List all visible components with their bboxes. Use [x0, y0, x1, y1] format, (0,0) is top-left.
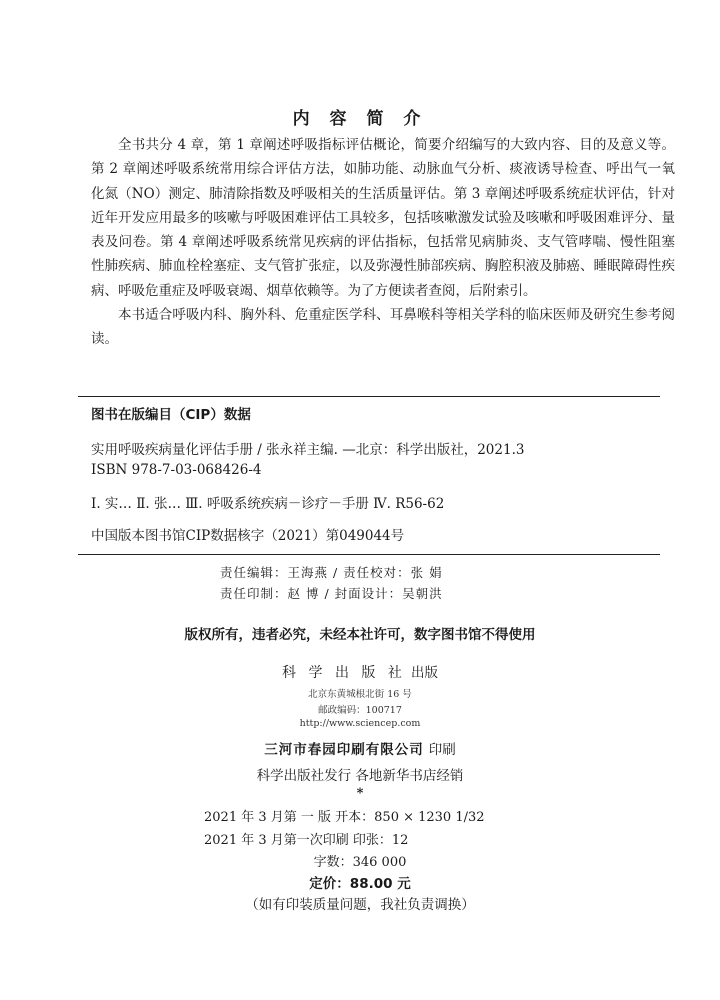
divider-bottom	[78, 554, 660, 555]
publisher-postcode: 邮政编码：100717	[318, 705, 402, 716]
copyright-notice: 版权所有，违者必究，未经本社许可，数字图书馆不得使用	[184, 627, 536, 643]
price: 定价：88.00 元	[309, 876, 411, 892]
publisher-line	[0, 661, 720, 682]
publisher-suffix: 出版	[410, 665, 438, 681]
cip-line-4: 中国版本图书馆CIP数据核字（2021）第049044号	[91, 528, 405, 544]
publisher-name: 科 学 出 版 社	[282, 665, 406, 681]
page-title: 内 容 简 介	[292, 109, 428, 129]
printer-name: 三河市春园印刷有限公司	[264, 742, 424, 758]
cip-line-1: 实用呼吸疾病量化评估手册 / 张永祥主编. —北京：科学出版社，2021.3	[91, 442, 525, 458]
edition-line: 2021 年 3 月第 一 版 开本：850 × 1230 1/32	[204, 810, 485, 825]
cip-line-2: ISBN 978-7-03-068426-4	[91, 462, 262, 478]
cip-line-3: Ⅰ. 实… Ⅱ. 张… Ⅲ. 呼吸系统疾病－诊疗－手册 Ⅳ. R56-62	[91, 496, 445, 512]
printer-suffix: 印刷	[428, 742, 456, 758]
intro-paragraph-1: 全书共分 4 章，第 1 章阐述呼吸指标评估概论，简要介绍编写的大致内容、目的及意义等。第 2 章阐述呼吸系统常用综合评估方法，如肺功能、动脉血气分析、痰液诱导检查、呼出气一氧化氮（NO）测定、肺清除指数及呼吸相关的生活质量评估。第 3 章阐述呼吸系统症状评估，针对近年开发应用最多的咳嗽与呼吸困难评估工具较多，包括咳嗽激发试验及咳嗽和呼吸困难评分、量表及问卷。第 4 章阐述呼吸系统常见疾病的评估指标，包括常见病肺炎、支气管哮喘、慢性阻塞性肺疾病、肺血栓栓塞症、支气管扩张症，以及弥漫性肺部疾病、胸腔积液及肺癌、睡眠障碍性疾病、呼吸危重症及呼吸衰竭、烟草依赖等。为了方便读者查阅，后附索引。	[91, 137, 675, 299]
cip-heading: 图书在版编目（CIP）数据	[91, 407, 251, 423]
credits-line-2: 责任印制：赵 博 / 封面设计：吴朝洪	[220, 586, 443, 601]
word-count: 字数：346 000	[313, 855, 407, 870]
intro-paragraph-2: 本书适合呼吸内科、胸外科、危重症医学科、耳鼻喉科等相关学科的临床医师及研究生参考阅读。	[91, 307, 675, 348]
credits-line-1: 责任编辑：王海燕 / 责任校对：张 娟	[220, 565, 443, 580]
separator-star: *	[356, 786, 364, 801]
divider-top	[78, 396, 660, 397]
publisher-address: 北京东黄城根北街 16 号	[308, 689, 412, 700]
intro-section	[91, 133, 675, 352]
printer-line	[0, 738, 720, 758]
publisher-url: http://www.sciencep.com	[299, 718, 421, 729]
quality-note: （如有印装质量问题，我社负责调换）	[245, 897, 475, 913]
printing-line: 2021 年 3 月第一次印刷 印张：12	[204, 833, 409, 848]
distribution-line: 科学出版社发行 各地新华书店经销	[256, 768, 464, 784]
